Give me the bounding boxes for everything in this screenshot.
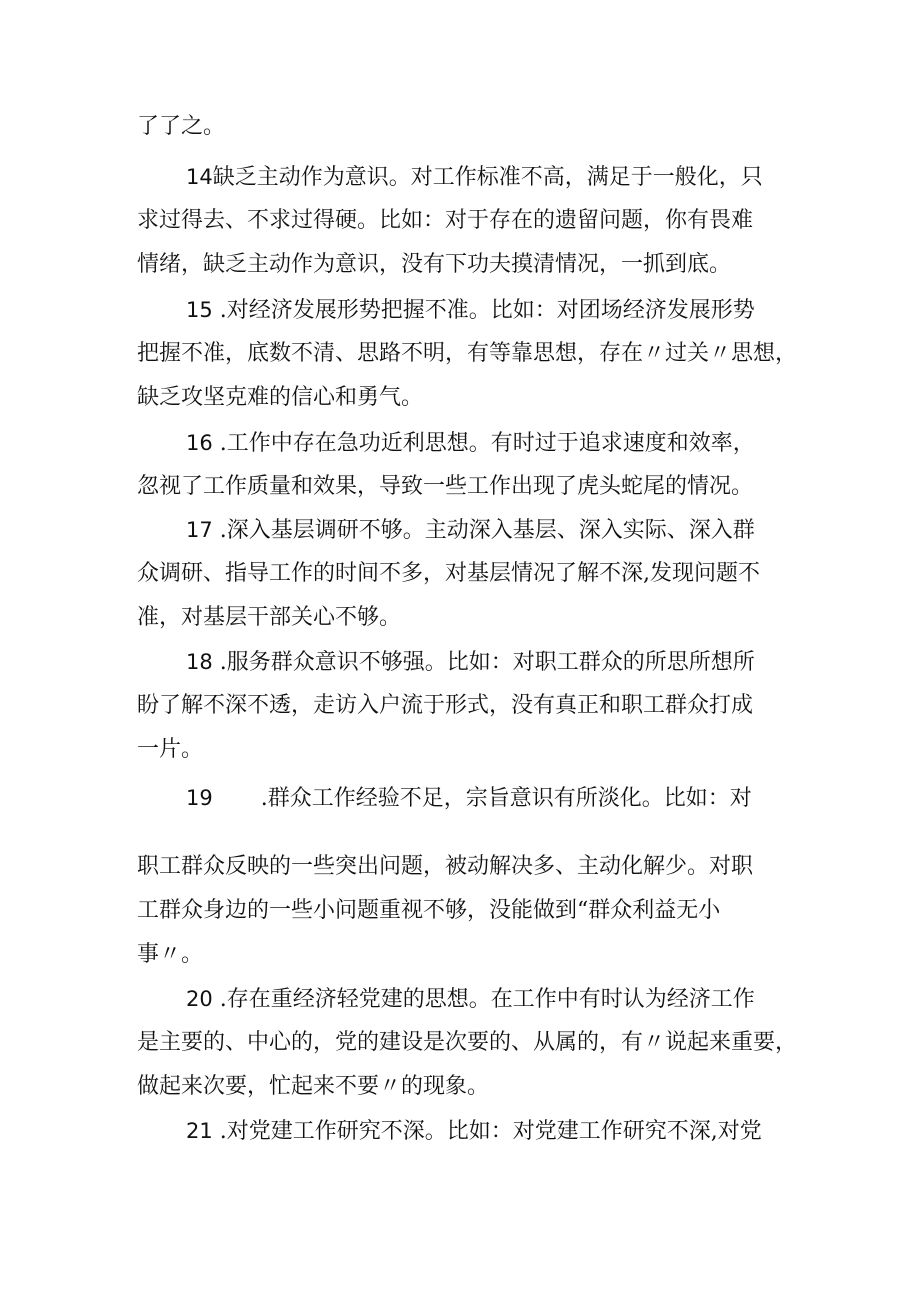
- item-text: .存在重经济轻党建的思想。在工作中有时认为经济工作: [219, 987, 755, 1012]
- text-line: 众调研、指导工作的时间不多，对基层情况了解不深,发现问题不: [137, 561, 760, 586]
- item-text: .群众工作经验不足，宗旨意识有所淡化。比如：对: [260, 786, 752, 811]
- item-number: 16: [186, 431, 213, 455]
- item-number: 17: [186, 518, 213, 542]
- text-line: 事〃。: [137, 942, 204, 967]
- item-number: 15: [186, 298, 213, 322]
- text-line: 一片。: [137, 737, 204, 762]
- text-line: [186, 515, 755, 546]
- text-line: 盼了解不深不透，走访入户流于形式，没有真正和职工群众打成: [137, 693, 754, 718]
- text-line: [186, 647, 755, 678]
- text-line: 了了之。: [137, 114, 226, 139]
- item-text: .深入基层调研不够。主动深入基层、深入实际、深入群: [219, 518, 755, 543]
- text-line: 情绪，缺乏主动作为意识，没有下功夫摸清情况，一抓到底。: [137, 252, 732, 277]
- item-text: .对经济发展形势把握不准。比如：对团场经济发展形势: [219, 298, 755, 323]
- item-number: 21: [186, 1119, 213, 1143]
- item-text: .服务群众意识不够强。比如：对职工群众的所思所想所: [219, 650, 755, 675]
- text-line: 工群众身边的一些小问题重视不够，没能做到“群众利益无小: [137, 898, 721, 923]
- text-line: [186, 162, 763, 193]
- text-line: 做起来次要，忙起来不要〃的现象。: [137, 1074, 490, 1099]
- item-text: .工作中存在急功近利思想。有时过于追求速度和效率，: [219, 431, 755, 456]
- text-line: 缺乏攻坚克难的信心和勇气。: [137, 385, 424, 410]
- text-line: [186, 783, 752, 814]
- item-number: 20: [186, 987, 213, 1011]
- item-number: 19: [186, 786, 213, 810]
- text-line: [186, 984, 755, 1015]
- item-number: 18: [186, 650, 213, 674]
- text-line: [186, 428, 755, 459]
- item-text: .对党建工作研究不深。比如：对党建工作研究不深,对党: [219, 1119, 762, 1144]
- text-line: 准，对基层干部关心不够。: [137, 605, 402, 630]
- item-text: 缺乏主动作为意识。对工作标准不高，满足于一般化，只: [212, 165, 763, 190]
- text-line: 把握不准，底数不清、思路不明，有等靠思想，存在〃过关〃思想，: [137, 341, 798, 366]
- text-line: 职工群众反映的一些突出问题，被动解决多、主动化解少。对职: [137, 854, 754, 879]
- text-line: 忽视了工作质量和效果，导致一些工作出现了虎头蛇尾的情况。: [137, 474, 754, 499]
- text-line: [186, 1116, 762, 1147]
- text-line: 求过得去、不求过得硬。比如：对于存在的遗留问题，你有畏难: [137, 208, 754, 233]
- text-line: [186, 295, 755, 326]
- text-line: 是主要的、中心的，党的建设是次要的、从属的，有〃说起来重要，: [137, 1030, 798, 1055]
- item-number: 14: [186, 165, 213, 189]
